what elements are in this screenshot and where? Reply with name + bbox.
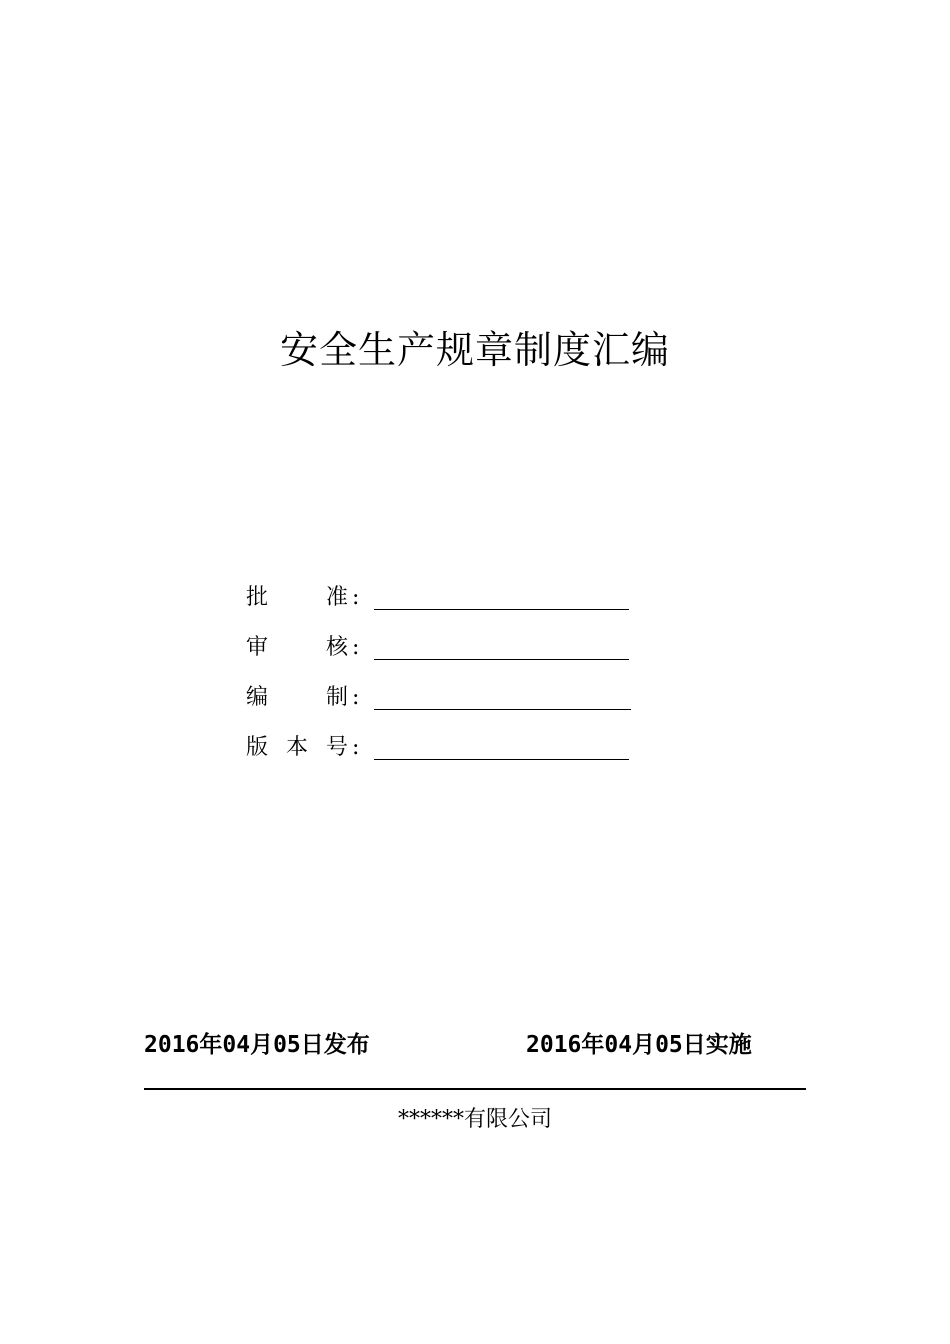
- version-label-char: 版: [246, 735, 269, 760]
- version-label-char: 本: [285, 735, 308, 760]
- compile-colon: :: [352, 685, 360, 710]
- footer-divider: [144, 1088, 806, 1090]
- effective-date: 2016年04月05日实施: [526, 1032, 752, 1058]
- version-row: [246, 730, 646, 780]
- review-row: [246, 630, 646, 680]
- approval-label-char: 准: [325, 585, 348, 610]
- approval-row: [246, 580, 646, 630]
- approval-label-char: 批: [246, 585, 269, 610]
- compile-label-char: 制: [325, 685, 348, 710]
- company-name: ******有限公司: [397, 1107, 552, 1132]
- review-label-char: 审: [246, 635, 269, 660]
- compile-label-char: 编: [246, 685, 269, 710]
- version-number-line[interactable]: [374, 759, 629, 760]
- compile-row: [246, 680, 646, 730]
- dates-row: [144, 1027, 804, 1063]
- approval-label: [246, 580, 348, 616]
- approval-signature-line[interactable]: [374, 609, 629, 610]
- approval-colon: :: [352, 585, 360, 610]
- version-colon: :: [352, 735, 360, 760]
- compile-label: [246, 680, 348, 716]
- publish-date: 2016年04月05日发布: [144, 1032, 370, 1058]
- review-colon: :: [352, 635, 360, 660]
- signature-block: [246, 580, 646, 780]
- review-label: [246, 630, 348, 666]
- compile-signature-line[interactable]: [374, 709, 631, 710]
- page-title: 安全生产规章制度汇编: [279, 328, 670, 372]
- version-label: [246, 730, 348, 766]
- version-label-char: 号: [325, 735, 348, 760]
- review-label-char: 核: [325, 635, 348, 660]
- review-signature-line[interactable]: [374, 659, 629, 660]
